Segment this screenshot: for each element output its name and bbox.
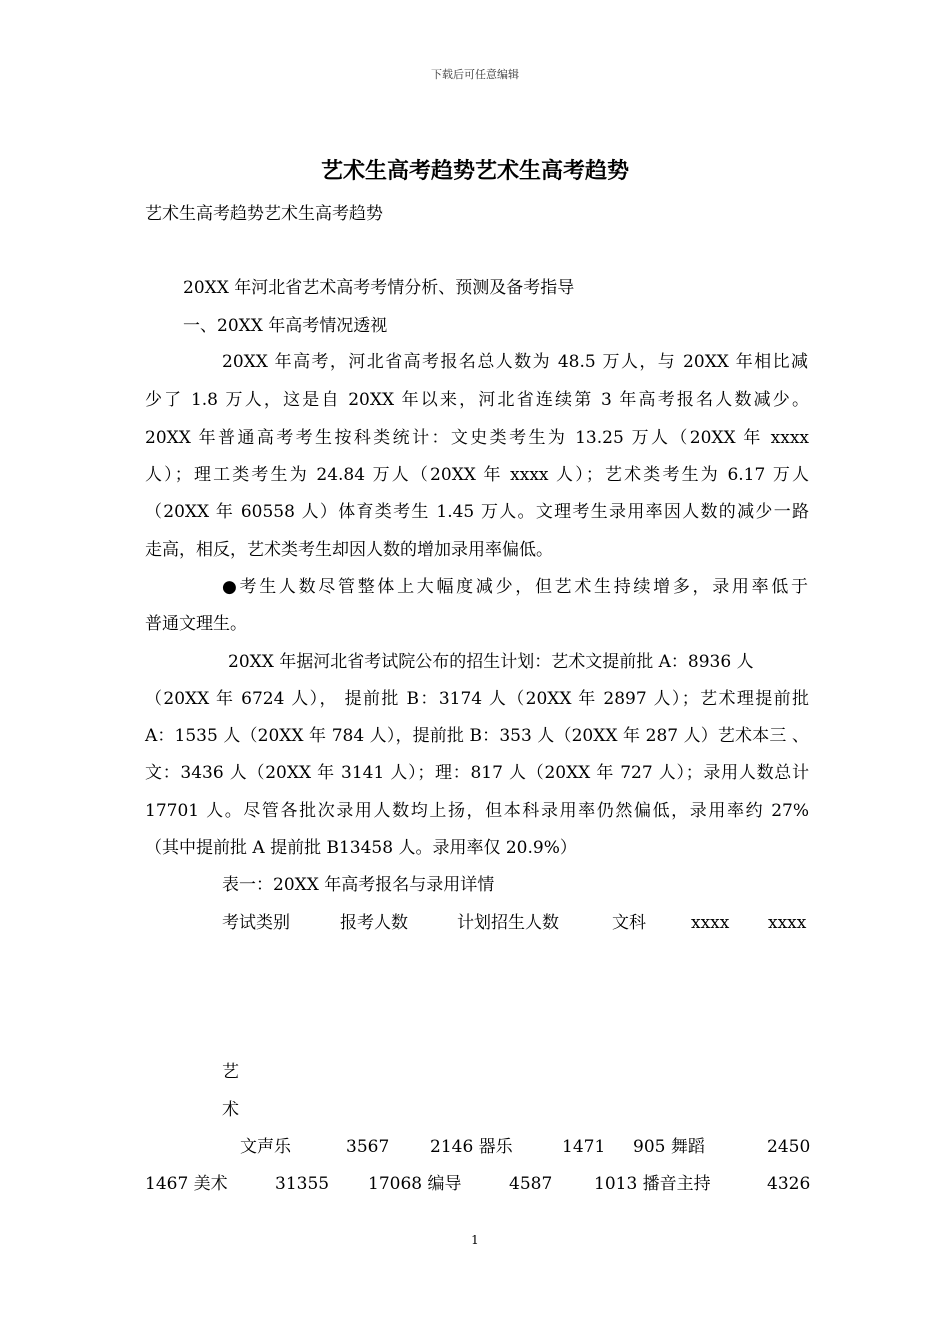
table-header-cell: xxxx bbox=[768, 913, 807, 933]
table-cell: 17068 编导 bbox=[368, 1174, 462, 1194]
table-cell: 3567 bbox=[346, 1137, 390, 1157]
table-header-cell: 计划招生人数 bbox=[457, 913, 559, 933]
paragraph-line: （其中提前批 A 提前批 B13458 人。录用率仅 20.9%） bbox=[145, 838, 577, 858]
section-heading: 20XX 年河北省艺术高考考情分析、预测及备考指导 bbox=[183, 278, 575, 298]
paragraph-line: A：1535 人（20XX 年 784 人），提前批 B：353 人（20XX 年 287 人）艺术本三 、 bbox=[145, 726, 809, 746]
table-row bbox=[0, 1173, 950, 1195]
paragraph-line: 少了 1.8 万人，这是自 20XX 年以来，河北省连续第 3 年高考报名人数减少。 bbox=[145, 390, 809, 410]
document-subtitle: 艺术生高考趋势艺术生高考趋势 bbox=[145, 204, 383, 224]
table-cell: 1471 bbox=[562, 1137, 606, 1157]
table-header-cell: xxxx bbox=[691, 913, 730, 933]
table-header-cell: 报考人数 bbox=[340, 913, 408, 933]
page-number: 1 bbox=[471, 1233, 479, 1247]
table-cell: 2146 器乐 bbox=[430, 1137, 513, 1157]
table-cell: 4326 bbox=[767, 1174, 811, 1194]
paragraph-line: 20XX 年普通高考考生按科类统计：文史类考生为 13.25 万人（20XX 年 xxxx bbox=[145, 428, 809, 448]
paragraph-line: 走高，相反，艺术类考生却因人数的增加录用率偏低。 bbox=[145, 540, 553, 560]
bullet-line: ●考生人数尽管整体上大幅度减少，但艺术生持续增多，录用率低于 bbox=[222, 577, 808, 597]
header-note: 下载后可任意编辑 bbox=[431, 68, 519, 81]
table-header-row bbox=[0, 912, 950, 934]
table-cell: 2450 bbox=[767, 1137, 811, 1157]
section-title: 一、20XX 年高考情况透视 bbox=[183, 316, 388, 336]
table-cell: 31355 bbox=[275, 1174, 330, 1194]
paragraph-line: 20XX 年高考，河北省高考报名总人数为 48.5 万人，与 20XX 年相比减 bbox=[222, 352, 808, 372]
table-cell: 4587 bbox=[509, 1174, 553, 1194]
table-row bbox=[0, 1136, 950, 1158]
paragraph-line: （20XX 年 6724 人）， 提前批 B：3174 人（20XX 年 2897 人）；艺术理提前批 bbox=[145, 689, 809, 709]
vertical-label-char: 术 bbox=[222, 1100, 239, 1120]
table-cell: 1467 美术 bbox=[145, 1174, 228, 1194]
paragraph-line: （20XX 年 60558 人）体育类考生 1.45 万人。文理考生录用率因人数的减少一路 bbox=[145, 502, 809, 522]
table-cell: 文声乐 bbox=[240, 1137, 291, 1157]
table-cell: 1013 播音主持 bbox=[594, 1174, 711, 1194]
paragraph-line: 17701 人。尽管各批次录用人数均上扬，但本科录用率仍然偏低，录用率约 27% bbox=[145, 801, 809, 821]
table-caption: 表一：20XX 年高考报名与录用详情 bbox=[222, 875, 495, 895]
document-title: 艺术生高考趋势艺术生高考趋势 bbox=[320, 158, 629, 184]
table-header-cell: 考试类别 bbox=[222, 913, 290, 933]
bullet-line: 普通文理生。 bbox=[145, 614, 247, 634]
vertical-label-char: 艺 bbox=[222, 1062, 239, 1082]
paragraph-line: 20XX 年据河北省考试院公布的招生计划：艺术文提前批 A：8936 人 bbox=[228, 652, 754, 672]
paragraph-line: 文：3436 人（20XX 年 3141 人）；理：817 人（20XX 年 727 人）；录用人数总计 bbox=[145, 763, 809, 783]
table-header-cell: 文科 bbox=[612, 913, 646, 933]
table-cell: 905 舞蹈 bbox=[633, 1137, 705, 1157]
paragraph-line: 人）；理工类考生为 24.84 万人（20XX 年 xxxx 人）；艺术类考生为 6.17 万人 bbox=[145, 465, 809, 485]
